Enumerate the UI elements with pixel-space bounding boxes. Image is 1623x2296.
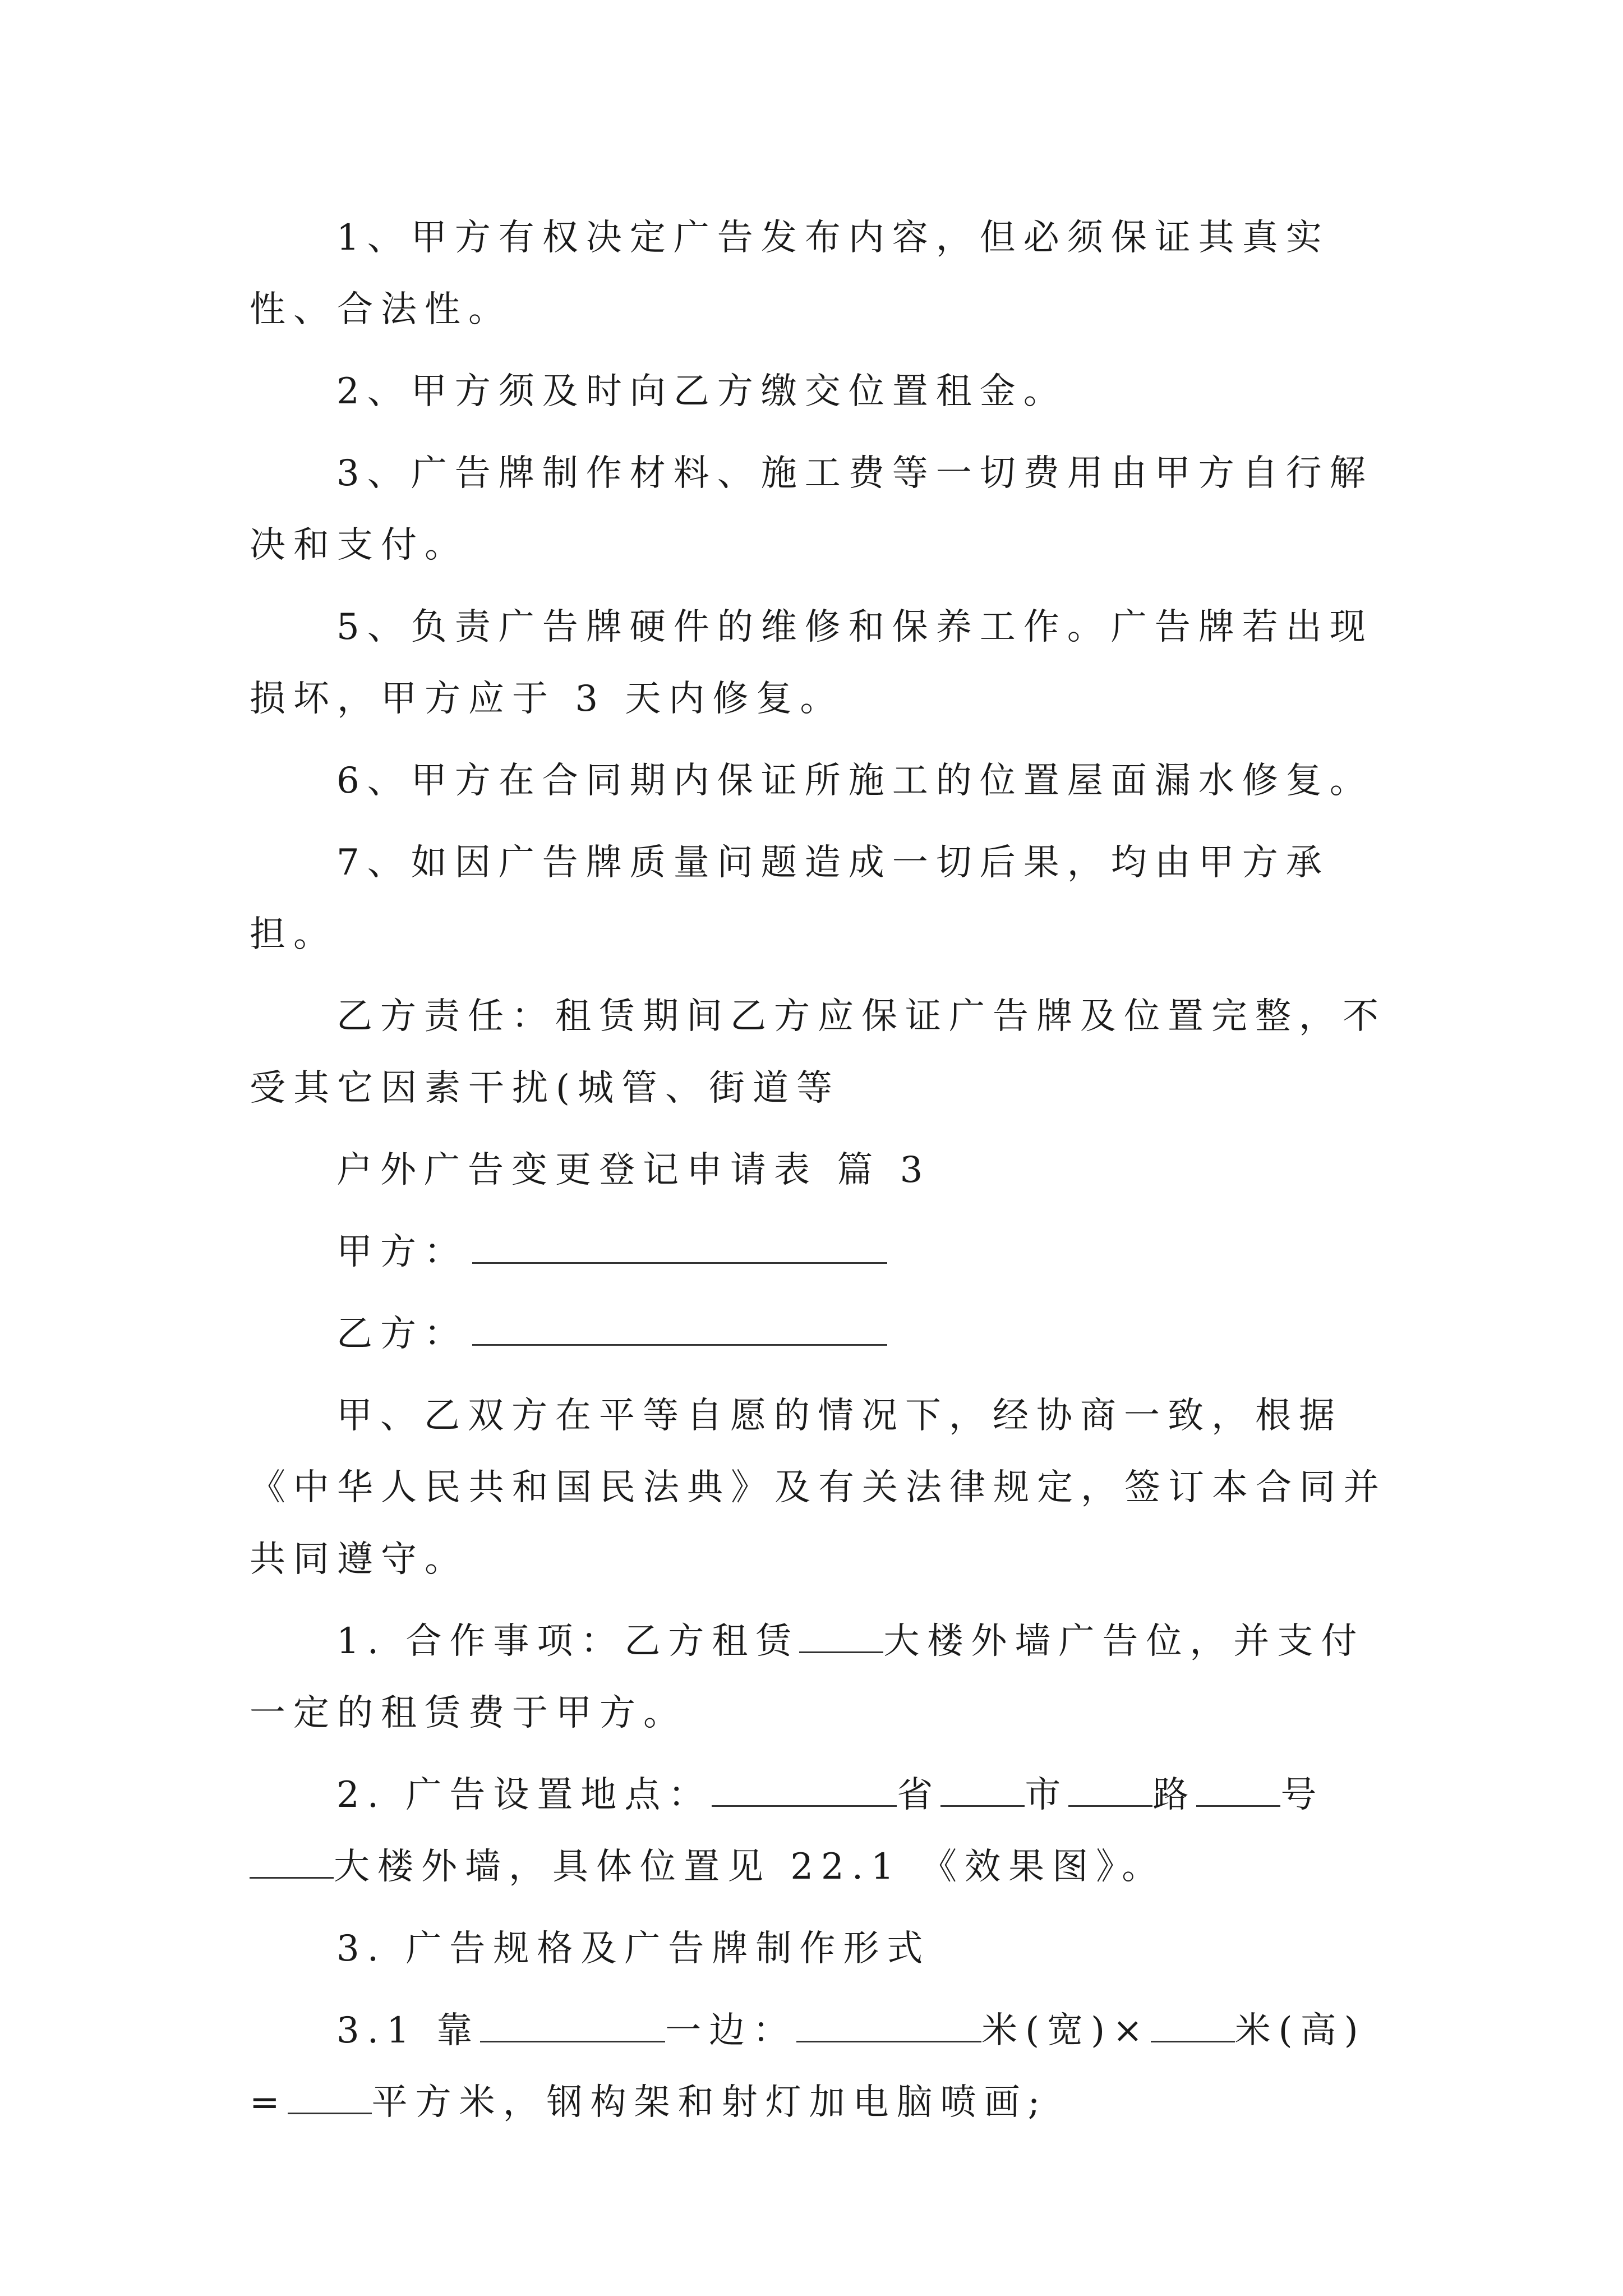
item-3-1-text-e: 平方米，钢构架和射灯加电脑喷画; bbox=[371, 2082, 1048, 2123]
road-blank bbox=[1068, 1770, 1152, 1807]
item-3-1-text-a: 3.1 靠 bbox=[336, 2010, 481, 2051]
contract-intro: 甲、乙双方在平等自愿的情况下，经协商一致，根据《中华人民共和国民法典》及有关法律规定，签订本合同并共同遵守。 bbox=[250, 1395, 1387, 1580]
section-heading: 户外广告变更登记申请表 篇 3 bbox=[336, 1149, 931, 1191]
party-a-label: 甲方： bbox=[336, 1231, 468, 1273]
paragraph-5: 5、负责广告牌硬件的维修和保养工作。广告牌若出现损坏，甲方应于 3 天内修复。 bbox=[250, 606, 1373, 720]
height-blank bbox=[1151, 2006, 1235, 2042]
number-label: 号 bbox=[1280, 1774, 1325, 1816]
party-b-line bbox=[250, 1298, 1388, 1370]
number-blank bbox=[1196, 1770, 1280, 1807]
side-blank bbox=[480, 2006, 665, 2042]
area-blank bbox=[288, 2078, 372, 2114]
item-2-text-a: 2. 广告设置地点： bbox=[336, 1774, 712, 1816]
city-label: 市 bbox=[1025, 1774, 1069, 1816]
party-b-responsibility: 乙方责任：租赁期间乙方应保证广告牌及位置完整，不受其它因素干扰(城管、街道等 bbox=[250, 996, 1386, 1109]
party-b-blank bbox=[472, 1309, 887, 1346]
item-1 bbox=[250, 1605, 1388, 1749]
paragraph-1: 1、甲方有权决定广告发布内容，但必须保证其真实性、合法性。 bbox=[250, 217, 1330, 330]
paragraph-2: 2、甲方须及时向乙方缴交位置租金。 bbox=[336, 371, 1067, 412]
paragraph-3: 3、广告牌制作材料、施工费等一切费用由甲方自行解决和支付。 bbox=[250, 453, 1373, 566]
paragraph-7: 7、如因广告牌质量问题造成一切后果，均由甲方承担。 bbox=[250, 842, 1330, 955]
party-b-label: 乙方： bbox=[336, 1313, 468, 1355]
building-blank bbox=[250, 1842, 334, 1879]
item-2 bbox=[250, 1759, 1388, 1903]
item-2-text-b: 大楼外墙，具体位置见 22.1 《效果图》。 bbox=[334, 1846, 1166, 1888]
party-a-line bbox=[250, 1216, 1388, 1288]
item-3-1 bbox=[250, 1995, 1388, 2138]
item-3: 3. 广告规格及广告牌制作形式 bbox=[336, 1928, 931, 1970]
party-a-blank bbox=[472, 1227, 887, 1264]
paragraph-6: 6、甲方在合同期内保证所施工的位置屋面漏水修复。 bbox=[336, 760, 1373, 802]
item-1-text-b: 大楼外墙广告位，并支付一定的租赁费于甲方。 bbox=[250, 1621, 1365, 1734]
road-label: 路 bbox=[1152, 1774, 1197, 1816]
item-3-1-text-d: 米(高)= bbox=[250, 2010, 1366, 2123]
document-page bbox=[250, 202, 1388, 2148]
province-label: 省 bbox=[897, 1774, 941, 1816]
item-3-1-text-c: 米(宽)× bbox=[981, 2010, 1151, 2051]
item-1-text-a: 1. 合作事项：乙方租赁 bbox=[336, 1621, 800, 1662]
width-blank bbox=[796, 2006, 981, 2042]
province-blank bbox=[712, 1770, 897, 1807]
city-blank bbox=[940, 1770, 1025, 1807]
building-name-blank bbox=[799, 1617, 883, 1653]
item-3-1-text-b: 一边： bbox=[665, 2010, 797, 2051]
